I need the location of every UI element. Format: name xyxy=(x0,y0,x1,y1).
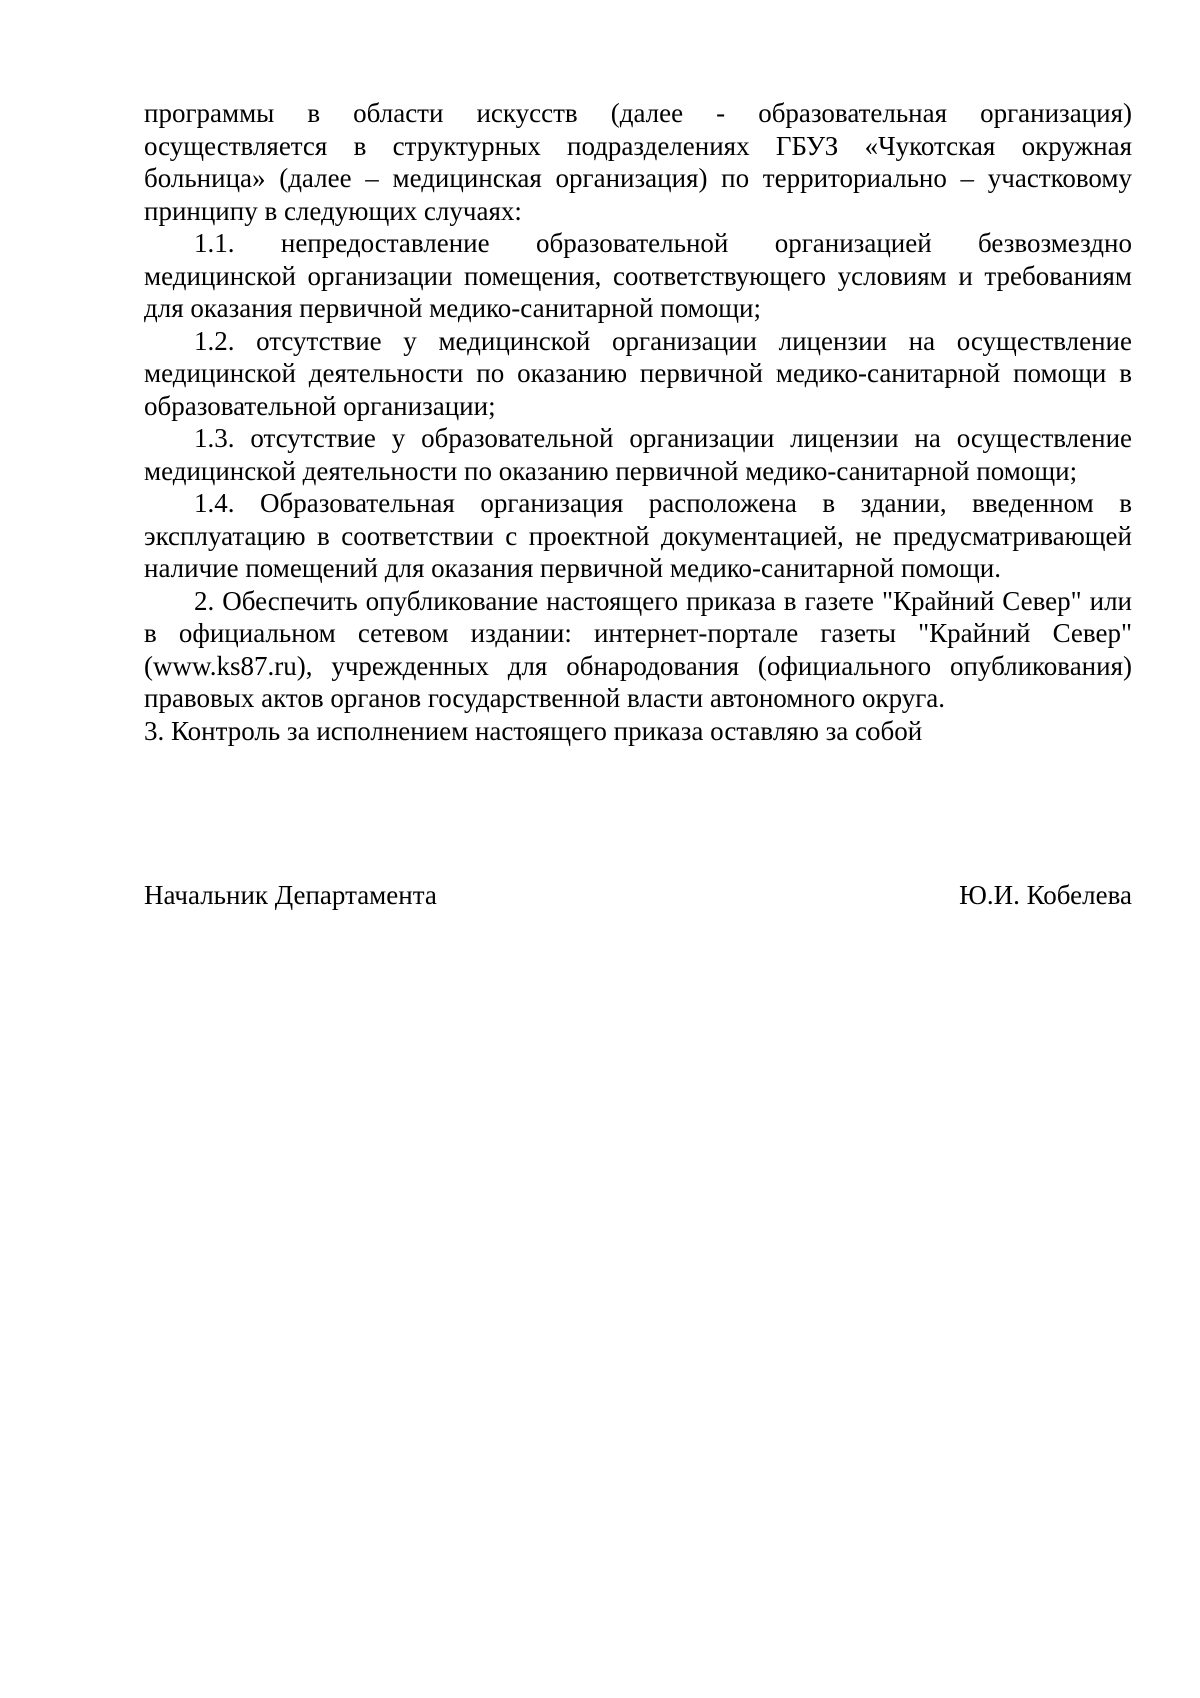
document-body xyxy=(144,97,1132,747)
paragraph-item-1-4: 1.4. Образовательная организация расположена в здании, введенном в эксплуатацию в соответствии с проектной документацией, не предусматривающей наличие помещений для оказания первичной медико-санитарной помощи. xyxy=(144,488,1132,583)
paragraph-item-1-1: 1.1. непредоставление образовательной организацией безвозмездно медицинской организации помещения, соответствующего условиям и требованиям для оказания первичной медико-санитарной помощи; xyxy=(144,228,1132,323)
paragraph-item-1-2: 1.2. отсутствие у медицинской организации лицензии на осуществление медицинской деятельности по оказанию первичной медико-санитарной помощи в образовательной организации; xyxy=(144,325,1132,421)
paragraph-intro-continuation: программы в области искусств (далее - образовательная организация) осуществляется в структурных подразделениях ГБУЗ «Чукотская окружная больница» (далее – медицинская организация) по территориально – участковому принципу в следующих случаях: xyxy=(144,98,1132,226)
signature-block xyxy=(144,879,1132,912)
signatory-name: Ю.И. Кобелева xyxy=(959,880,1132,910)
paragraph-item-1-3: 1.3. отсутствие у образовательной организации лицензии на осуществление медицинской деятельности по оказанию первичной медико-санитарной помощи; xyxy=(144,423,1132,486)
paragraph-item-3: 3. Контроль за исполнением настоящего приказа оставляю за собой xyxy=(144,715,923,746)
signatory-position: Начальник Департамента xyxy=(144,880,437,910)
paragraph-item-2: 2. Обеспечить опубликование настоящего приказа в газете "Крайний Север" или в официальном сетевом издании: интернет-портале газеты "Крайний Север" (www.ks87.ru), учрежденных для обнародования (официального опубликования) правовых актов органов государственной власти автономного округа. xyxy=(144,585,1132,713)
